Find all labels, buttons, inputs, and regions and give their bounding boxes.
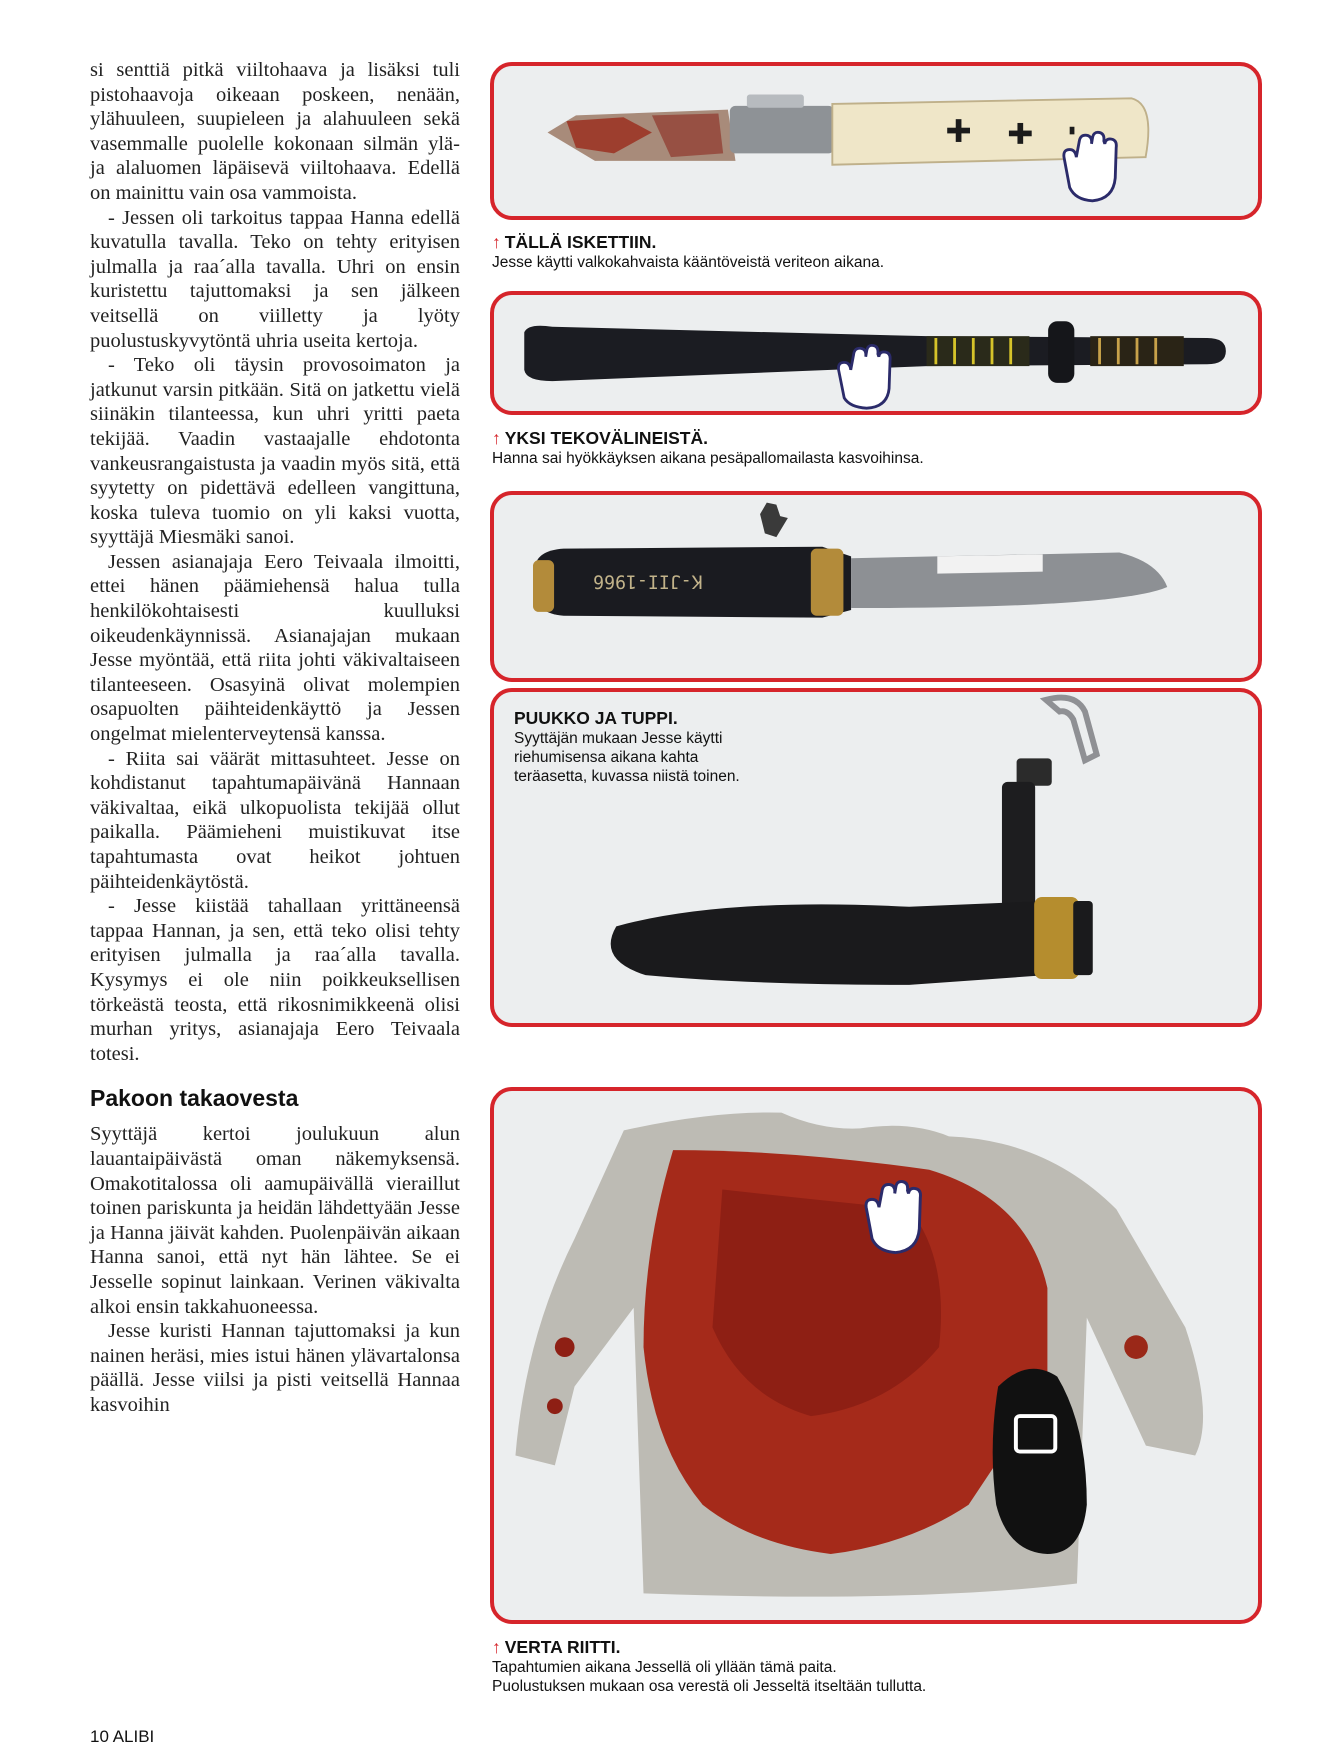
caption-text: Tapahtumien aikana Jessellä oli yllään tämä paita. — [492, 1659, 837, 1676]
caption-puukko — [514, 708, 740, 786]
caption-text: Syyttäjän mukaan Jesse käytti — [514, 730, 723, 747]
paragraph: - Jesse kiistää tahallaan yrittäneensä tappaa Hannan, ja sen, että teko olisi tehty erityisen julmalla ja raa´alla tavalla. Kysymys ei ole niin poikkeuksellisen törkeästä teosta, että rikosnimikkeenä olisi murhan yritys, asianajaja Eero Teivaala totesi. — [90, 895, 460, 1065]
hand-icon — [494, 1091, 1258, 1620]
arrow-up-icon: ↑ — [492, 232, 501, 252]
hand-icon — [494, 66, 1258, 216]
paragraph: - Riita sai väärät mittasuhteet. Jesse on kohdistanut tapahtumapäivänä Hannaan väkivaltaa, eikä ulkopuolista tekijää ollut paikalla. Päämieheni muistikuvat itse tapahtumasta ovat heikot johtuen päihteidenkäytöstä. — [90, 747, 460, 893]
caption-folding-knife — [492, 232, 884, 272]
caption-title: VERTA RIITTI. — [504, 1637, 621, 1657]
paragraph: si senttiä pitkä viiltohaava ja lisäksi tuli pistohaavoja oikeaan poskeen, nenään, ylähuuleen, suupieleen ja alahuuleen sekä vasemmalle puolelle kokonaan silmän ylä- ja alaluomen läpäisevä viiltohaava. Edellä on mainittu vain osa vammoista. — [90, 59, 460, 204]
paragraph: Jesse kuristi Hannan tajuttomaksi ja kun nainen heräsi, mies istui hänen ylävartalonsa päällä. Jesse viilsi ja pisti veitsellä Hannaa kasvoihin — [90, 1320, 460, 1416]
caption-text: Puolustuksen mukaan osa verestä oli Jesseltä itseltään tullutta. — [492, 1678, 927, 1695]
caption-title: TÄLLÄ ISKETTIIN. — [504, 232, 657, 252]
caption-text: teräasetta, kuvassa niistä toinen. — [514, 768, 740, 785]
caption-text: Jesse käytti valkokahvaista kääntöveistä veriteon aikana. — [492, 254, 885, 271]
arrow-up-icon: ↑ — [492, 1637, 501, 1657]
paragraph: - Teko oli täysin provosoimaton ja jatkunut varsin pitkään. Sitä on jatkettu vielä siinäkin tilanteessa, kun uhri yritti paeta tekijää. Vaadin vastaajalle ehdotonta vankeusrangaistusta ja vaadin myös sitä, että syytetty on pidettävä edelleen vangittuna, koska tuleva tuomio on yli kaksi vuotta, syyttäjä Miesmäki sanoi. — [90, 354, 460, 549]
paragraph: - Jessen oli tarkoitus tappaa Hanna edellä kuvatulla tavalla. Teko on tehty erityisen julmalla ja raa´alla tavalla. Uhri on ensin kuristettu tajuttomaksi ja sen jälkeen veitsellä on viilletty ja lyöty puolustuskyvytöntä uhria useita kertoja. — [90, 206, 460, 352]
caption-text: Hanna sai hyökkäyksen aikana pesäpallomailasta kasvoihinsa. — [492, 450, 924, 467]
puukko-illustration — [494, 495, 1258, 678]
page-folio: 10 ALIBI — [90, 1727, 155, 1746]
caption-bat — [492, 428, 924, 468]
photo-shirt — [490, 1087, 1262, 1624]
photo-folding-knife — [490, 62, 1262, 220]
subheading: Pakoon takaovesta — [90, 1085, 299, 1112]
photo-puukko — [490, 491, 1262, 682]
paragraph: Syyttäjä kertoi joulukuun alun lauantaipäivästä oman näkemyksensä. Omakotitalossa oli aamupäivällä vieraillut toinen pariskunta ja heidän lähdettyään Jesse ja Hanna jäivät kahden. Puolenpäivän aikaan Hanna sanoi, että nyt hän lähtee. Se ei Jesselle sopinut lainkaan. Verinen väkivalta alkoi ensin takkahuoneessa. — [90, 1123, 460, 1318]
knife-engraving: K-JII-1966 — [593, 570, 703, 592]
caption-title: YKSI TEKOVÄLINEISTÄ. — [504, 428, 708, 448]
caption-title: PUUKKO JA TUPPI. — [514, 708, 678, 728]
caption-shirt — [492, 1637, 926, 1696]
photo-bat — [490, 291, 1262, 415]
paragraph: Jessen asianajaja Eero Teivaala ilmoitti, ettei hänen päämiehensä halua tulla henkilökohtaisesti kuulluksi oikeudenkäynnissä. Asianajajan mukaan Jesse myöntää, että riita johti väkivaltaiseen tilanteeseen. Osasyinä olivat molempien osapuolten päihteidenkäyttö ja Jessen ongelmat mielenterveytensä kanssa. — [90, 550, 460, 746]
caption-text: riehumisensa aikana kahta — [514, 749, 699, 766]
arrow-up-icon: ↑ — [492, 428, 501, 448]
article-body — [90, 58, 460, 1417]
photo-sheath — [490, 688, 1262, 1027]
hand-icon — [494, 295, 1258, 411]
